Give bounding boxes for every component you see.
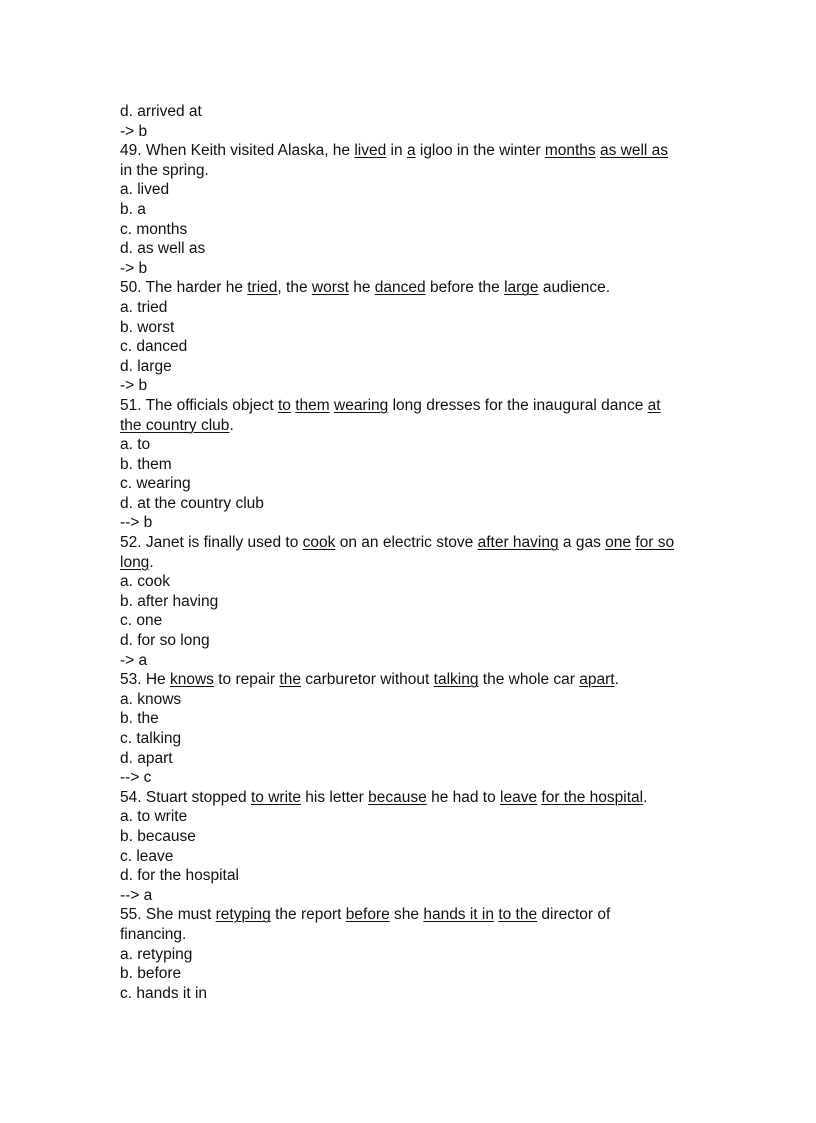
text-segment: , the (277, 279, 312, 297)
text-segment: long dresses for the inaugural dance (388, 396, 648, 414)
text-segment: she (389, 906, 424, 924)
underlined-phrase: as well as (599, 142, 669, 160)
document-page (120, 102, 700, 1003)
text-line (120, 220, 700, 240)
text-segment: -> b (120, 259, 148, 277)
text-segment: a. to (120, 436, 151, 454)
text-line (120, 180, 700, 200)
text-segment: 49. When Keith visited Alaska, he (120, 142, 355, 160)
text-segment: in the spring. (120, 161, 209, 179)
text-segment: c. danced (120, 338, 188, 356)
text-segment: b. worst (120, 318, 175, 336)
underlined-phrase: apart (579, 671, 615, 689)
text-line (120, 964, 700, 984)
text-segment: a. knows (120, 690, 182, 708)
text-segment: a gas (558, 534, 606, 552)
text-segment: c. months (120, 220, 188, 238)
text-line (120, 533, 700, 553)
text-segment: carburetor without (300, 671, 434, 689)
text-line (120, 827, 700, 847)
underlined-phrase: long (120, 553, 150, 571)
text-line (120, 396, 700, 416)
underlined-phrase: cook (302, 534, 336, 552)
text-segment: financing. (120, 925, 187, 943)
text-segment: b. the (120, 710, 159, 728)
text-segment: -> a (120, 651, 148, 669)
underlined-phrase: after having (477, 534, 559, 552)
text-segment: d. at the country club (120, 494, 264, 512)
text-line (120, 416, 700, 436)
text-line (120, 357, 700, 377)
text-line (120, 670, 700, 690)
text-segment: a. cook (120, 573, 170, 591)
underlined-phrase: them (295, 396, 330, 414)
text-segment: c. wearing (120, 475, 191, 493)
underlined-phrase: talking (433, 671, 479, 689)
underlined-phrase: lived (354, 142, 387, 160)
text-segment: . (643, 788, 648, 806)
text-line (120, 945, 700, 965)
text-line (120, 337, 700, 357)
underlined-phrase: to the (498, 906, 538, 924)
text-segment: c. hands it in (120, 984, 208, 1002)
underlined-phrase: retyping (215, 906, 271, 924)
text-line (120, 984, 700, 1004)
text-segment: b. a (120, 200, 146, 218)
text-segment: a. tried (120, 298, 168, 316)
underlined-phrase: leave (500, 788, 538, 806)
text-segment: before the (425, 279, 505, 297)
text-line (120, 886, 700, 906)
underlined-phrase: for the hospital (541, 788, 644, 806)
underlined-phrase: large (504, 279, 539, 297)
text-segment: b. before (120, 965, 182, 983)
underlined-phrase: at (647, 396, 661, 414)
text-line (120, 847, 700, 867)
text-line (120, 592, 700, 612)
text-segment: -> b (120, 377, 148, 395)
underlined-phrase: because (368, 788, 427, 806)
text-segment: in (386, 142, 407, 160)
text-segment: c. leave (120, 847, 174, 865)
text-line (120, 494, 700, 514)
text-line (120, 631, 700, 651)
text-segment: a. lived (120, 181, 170, 199)
text-segment: b. because (120, 827, 196, 845)
text-segment: he (348, 279, 375, 297)
text-line (120, 690, 700, 710)
underlined-phrase: a (406, 142, 416, 160)
text-line (120, 572, 700, 592)
text-segment: 54. Stuart stopped (120, 788, 251, 806)
text-segment: a. retyping (120, 945, 193, 963)
text-segment: on an electric stove (335, 534, 478, 552)
text-line (120, 768, 700, 788)
text-segment: d. for so long (120, 632, 210, 650)
text-segment: c. one (120, 612, 163, 630)
text-segment: his letter (300, 788, 369, 806)
text-line (120, 788, 700, 808)
underlined-phrase: to write (250, 788, 301, 806)
text-segment: . (149, 553, 154, 571)
text-segment: -> b (120, 122, 148, 140)
text-line (120, 729, 700, 749)
text-line (120, 925, 700, 945)
text-segment: d. for the hospital (120, 867, 239, 885)
text-segment: he had to (426, 788, 501, 806)
text-line (120, 611, 700, 631)
text-segment: b. them (120, 455, 172, 473)
underlined-phrase: before (345, 906, 390, 924)
text-segment: 52. Janet is finally used to (120, 534, 303, 552)
text-segment: 50. The harder he (120, 279, 248, 297)
text-segment: --> c (120, 769, 152, 787)
text-segment: . (614, 671, 619, 689)
text-line (120, 102, 700, 122)
text-line (120, 161, 700, 181)
underlined-phrase: months (544, 142, 596, 160)
text-segment: a. to write (120, 808, 188, 826)
text-line (120, 553, 700, 573)
text-line (120, 298, 700, 318)
text-segment: d. apart (120, 749, 173, 767)
text-segment: to repair (213, 671, 280, 689)
underlined-phrase: wearing (334, 396, 389, 414)
text-segment: d. large (120, 357, 172, 375)
text-segment: c. talking (120, 730, 182, 747)
underlined-phrase: danced (374, 279, 426, 297)
text-line (120, 376, 700, 396)
text-segment: b. after having (120, 592, 219, 610)
text-line (120, 455, 700, 475)
underlined-phrase: to (277, 396, 291, 414)
text-line (120, 749, 700, 769)
text-segment: igloo in the winter (415, 142, 545, 160)
text-segment: 53. He (120, 671, 170, 689)
text-segment: audience. (538, 279, 611, 297)
underlined-phrase: hands it in (423, 906, 494, 924)
underlined-phrase: worst (311, 279, 349, 297)
text-line (120, 866, 700, 886)
text-segment: --> b (120, 514, 153, 532)
underlined-phrase: knows (169, 671, 214, 689)
text-line (120, 122, 700, 142)
text-line (120, 318, 700, 338)
text-segment: --> a (120, 886, 153, 904)
text-line (120, 278, 700, 298)
text-line (120, 807, 700, 827)
text-line (120, 709, 700, 729)
underlined-phrase: tried (247, 279, 278, 297)
text-segment: director of (537, 906, 611, 924)
underlined-phrase: the (279, 671, 301, 689)
underlined-phrase: for so (635, 534, 675, 552)
text-segment: d. as well as (120, 240, 206, 258)
text-line (120, 141, 700, 161)
text-segment: the report (270, 906, 346, 924)
text-segment: d. arrived at (120, 103, 202, 120)
text-line (120, 259, 700, 279)
text-line (120, 239, 700, 259)
text-line (120, 200, 700, 220)
text-line (120, 474, 700, 494)
text-segment: 55. She must (120, 906, 216, 924)
text-segment: 51. The officials object (120, 396, 278, 414)
text-line (120, 435, 700, 455)
text-segment: the whole car (478, 671, 580, 689)
underlined-phrase: one (605, 534, 631, 552)
text-segment: . (229, 416, 234, 434)
text-line (120, 513, 700, 533)
text-line (120, 651, 700, 671)
text-line (120, 905, 700, 925)
underlined-phrase: the country club (120, 416, 230, 434)
